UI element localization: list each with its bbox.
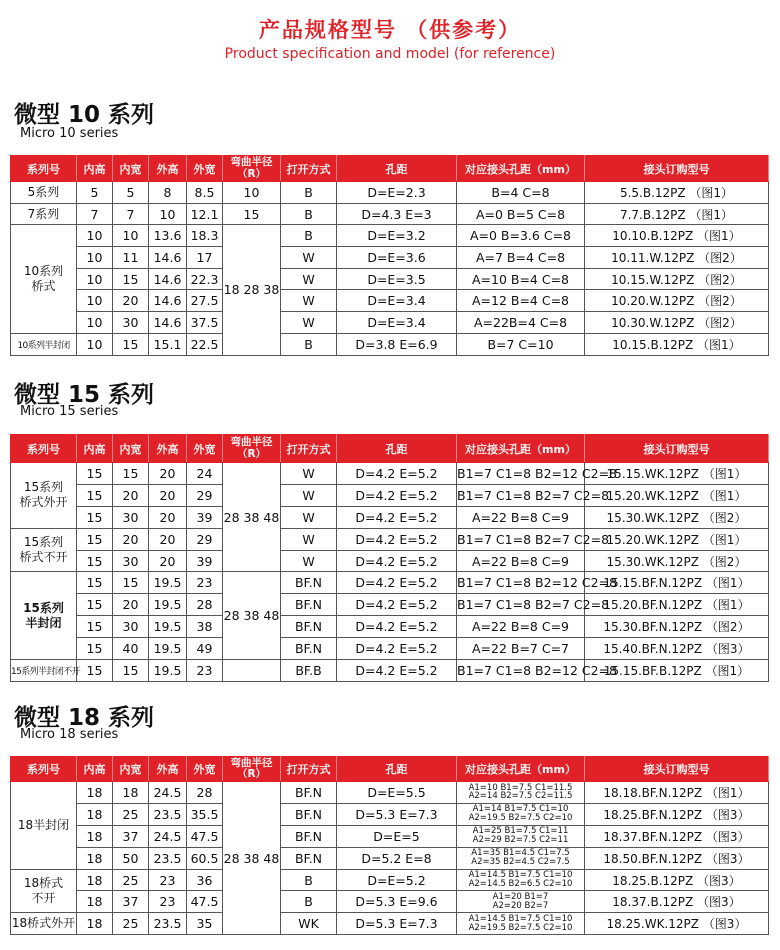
cell-nw: 25 [113,913,149,935]
cell-hole: D=4.2 E=5.2 [337,638,457,660]
cell-open: BF.B [281,660,337,682]
cell-wh: 23.5 [149,913,187,935]
cell-conn: B1=7 C1=8 B2=7 C2=8 [457,594,585,616]
cell-conn: B1=7 C1=8 B2=7 C2=8 [457,484,585,506]
cell-nh: 10 [77,225,113,247]
cell-open: B [281,333,337,355]
cell-model: 10.11.W.12PZ （图2） [585,247,769,269]
column-header: 孔距 [337,156,457,182]
cell-open: W [281,550,337,572]
cell-hole: D=5.3 E=7.3 [337,913,457,935]
column-header: 对应接头孔距（mm） [457,435,585,463]
column-header: 打开方式 [281,156,337,182]
cell-model: 15.20.WK.12PZ （图1） [585,484,769,506]
cell-nh: 18 [77,913,113,935]
cell-conn: A=22 B=8 C=9 [457,550,585,572]
cell-open: WK [281,913,337,935]
cell-conn: A=22 B=8 C=9 [457,506,585,528]
cell-ww: 49 [187,638,223,660]
column-header: 外宽 [187,757,223,782]
cell-hole: D=5.2 E=8 [337,847,457,869]
cell-hole: D=4.2 E=5.2 [337,484,457,506]
cell-nh: 10 [77,247,113,269]
cell-ww: 22.3 [187,268,223,290]
cell-radius: 28 38 48 [223,782,281,935]
column-header: 弯曲半径（R） [223,435,281,463]
column-header: 接头订购型号 [585,156,769,182]
cell-open: W [281,528,337,550]
table-row [11,247,769,269]
column-header: 外宽 [187,435,223,463]
cell-model: 10.30.W.12PZ （图2） [585,312,769,334]
cell-model: 15.20.BF.N.12PZ （图1） [585,594,769,616]
cell-group: 15系列 桥式不开 [11,528,77,572]
cell-conn: A=0 B=3.6 C=8 [457,225,585,247]
cell-radius [223,660,281,682]
table-row [11,825,769,847]
cell-nh: 18 [77,869,113,891]
cell-group: 15系列 半封闭 [11,572,77,660]
cell-wh: 23 [149,869,187,891]
cell-nh: 15 [77,572,113,594]
column-header: 对应接头孔距（mm） [457,156,585,182]
cell-hole: D=5.3 E=9.6 [337,891,457,913]
cell-model: 18.37.B.12PZ （图3） [585,891,769,913]
cell-nw: 37 [113,825,149,847]
cell-ww: 37.5 [187,312,223,334]
cell-nw: 30 [113,616,149,638]
column-header: 内高 [77,757,113,782]
cell-hole: D=4.2 E=5.2 [337,528,457,550]
cell-wh: 19.5 [149,638,187,660]
cell-open: W [281,312,337,334]
cell-hole: D=4.2 E=5.2 [337,616,457,638]
column-header: 打开方式 [281,757,337,782]
section-subtitle: Micro 10 series [20,126,119,141]
cell-model: 15.15.WK.12PZ （图1） [585,463,769,485]
cell-open: B [281,869,337,891]
cell-conn: A1=14 B1=7.5 C1=10 A2=19.5 B2=7.5 C2=10 [457,803,585,825]
cell-model: 15.30.BF.N.12PZ （图2） [585,616,769,638]
cell-conn: A=22 B=8 C=9 [457,616,585,638]
column-header: 接头订购型号 [585,757,769,782]
cell-open: B [281,182,337,204]
cell-ww: 35.5 [187,803,223,825]
section-subtitle: Micro 18 series [20,727,119,742]
cell-model: 7.7.B.12PZ （图1） [585,203,769,225]
cell-hole: D=4.2 E=5.2 [337,572,457,594]
column-header: 孔距 [337,435,457,463]
cell-group: 10系列半封闭 [11,333,77,355]
cell-wh: 10 [149,203,187,225]
cell-conn: A1=35 B1=4.5 C1=7.5 A2=35 B2=4.5 C2=7.5 [457,847,585,869]
table-header-row [11,156,769,182]
cell-nh: 15 [77,550,113,572]
cell-conn: A1=14.5 B1=7.5 C1=10 A2=19.5 B2=7.5 C2=10 [457,913,585,935]
cell-nh: 15 [77,463,113,485]
cell-wh: 15.1 [149,333,187,355]
section-title: 微型 15 系列 [14,382,155,408]
cell-ww: 29 [187,484,223,506]
cell-hole: D=E=3.4 [337,290,457,312]
cell-ww: 28 [187,782,223,804]
cell-group: 7系列 [11,203,77,225]
cell-hole: D=4.2 E=5.2 [337,660,457,682]
cell-group: 15系列 桥式外开 [11,463,77,529]
cell-ww: 29 [187,528,223,550]
table-row [11,290,769,312]
cell-hole: D=5.3 E=7.3 [337,803,457,825]
cell-nh: 15 [77,660,113,682]
cell-nh: 18 [77,782,113,804]
cell-ww: 27.5 [187,290,223,312]
cell-nw: 25 [113,803,149,825]
cell-ww: 12.1 [187,203,223,225]
cell-nw: 20 [113,290,149,312]
cell-hole: D=4.2 E=5.2 [337,594,457,616]
table-row [11,268,769,290]
table-row [11,528,769,550]
cell-radius: 18 28 38 [223,225,281,355]
cell-nh: 10 [77,268,113,290]
cell-nw: 15 [113,333,149,355]
cell-nh: 10 [77,290,113,312]
table-row [11,463,769,485]
cell-nw: 25 [113,869,149,891]
cell-nw: 20 [113,594,149,616]
cell-nw: 50 [113,847,149,869]
table-row [11,891,769,913]
cell-nw: 37 [113,891,149,913]
table-row [11,312,769,334]
cell-conn: A1=20 B1=7 A2=20 B2=7 [457,891,585,913]
cell-nh: 15 [77,594,113,616]
cell-model: 5.5.B.12PZ （图1） [585,182,769,204]
cell-hole: D=4.2 E=5.2 [337,550,457,572]
section-title: 微型 18 系列 [14,705,155,731]
cell-hole: D=E=3.4 [337,312,457,334]
cell-conn: A=0 B=5 C=8 [457,203,585,225]
cell-nw: 5 [113,182,149,204]
cell-wh: 23.5 [149,847,187,869]
cell-hole: D=4.3 E=3 [337,203,457,225]
cell-conn: B=4 C=8 [457,182,585,204]
cell-nw: 18 [113,782,149,804]
cell-model: 10.20.W.12PZ （图2） [585,290,769,312]
cell-conn: B1=7 C1=8 B2=12 C2=8 [457,572,585,594]
cell-conn: B1=7 C1=8 B2=7 C2=8 [457,528,585,550]
cell-conn: A1=14.5 B1=7.5 C1=10 A2=14.5 B2=6.5 C2=10 [457,869,585,891]
cell-conn: A=12 B=4 C=8 [457,290,585,312]
cell-ww: 36 [187,869,223,891]
cell-open: W [281,506,337,528]
cell-wh: 14.6 [149,290,187,312]
cell-wh: 24.5 [149,825,187,847]
cell-nw: 30 [113,506,149,528]
cell-hole: D=E=5.2 [337,869,457,891]
cell-nw: 40 [113,638,149,660]
table-row [11,913,769,935]
cell-wh: 19.5 [149,660,187,682]
column-header: 系列号 [11,757,77,782]
cell-ww: 47.5 [187,825,223,847]
spec-table-micro-15 [10,434,769,682]
cell-nh: 15 [77,638,113,660]
table-row [11,782,769,804]
table-row [11,803,769,825]
cell-open: BF.N [281,616,337,638]
cell-conn: A=22 B=7 C=7 [457,638,585,660]
table-row [11,847,769,869]
cell-wh: 13.6 [149,225,187,247]
cell-hole: D=E=2.3 [337,182,457,204]
cell-conn: A=7 B=4 C=8 [457,247,585,269]
cell-group: 5系列 [11,182,77,204]
cell-nh: 15 [77,484,113,506]
cell-model: 10.15.W.12PZ （图2） [585,268,769,290]
cell-model: 18.37.BF.N.12PZ （图3） [585,825,769,847]
cell-wh: 20 [149,550,187,572]
cell-hole: D=E=3.6 [337,247,457,269]
page-title-cn: 产品规格型号 （供参考） [258,18,522,42]
cell-nw: 15 [113,572,149,594]
cell-open: B [281,203,337,225]
cell-model: 15.30.WK.12PZ （图2） [585,550,769,572]
cell-wh: 23 [149,891,187,913]
cell-nh: 10 [77,333,113,355]
cell-ww: 28 [187,594,223,616]
cell-conn: A1=25 B1=7.5 C1=11 A2=29 B2=7.5 C2=11 [457,825,585,847]
table-row [11,550,769,572]
spec-table-micro-18 [10,756,769,935]
cell-model: 15.40.BF.N.12PZ （图3） [585,638,769,660]
cell-ww: 39 [187,506,223,528]
table-row [11,506,769,528]
cell-nw: 15 [113,660,149,682]
cell-ww: 8.5 [187,182,223,204]
cell-wh: 20 [149,506,187,528]
cell-group: 18桥式外开 [11,913,77,935]
cell-wh: 14.6 [149,268,187,290]
cell-wh: 19.5 [149,572,187,594]
cell-wh: 8 [149,182,187,204]
table-row [11,203,769,225]
table-row [11,333,769,355]
table-header-row [11,435,769,463]
spec-table-micro-10 [10,155,769,356]
column-header: 外高 [149,435,187,463]
cell-open: W [281,484,337,506]
cell-nw: 10 [113,225,149,247]
cell-conn: A1=10 B1=7.5 C1=11.5 A2=14 B2=7.5 C2=11.5 [457,782,585,804]
cell-radius: 15 [223,203,281,225]
cell-ww: 23 [187,572,223,594]
table-row [11,572,769,594]
cell-nw: 30 [113,312,149,334]
cell-group: 10系列 桥式 [11,225,77,333]
cell-model: 10.15.B.12PZ （图1） [585,333,769,355]
cell-conn: A=22B=4 C=8 [457,312,585,334]
column-header: 接头订购型号 [585,435,769,463]
cell-nh: 10 [77,312,113,334]
cell-hole: D=E=5.5 [337,782,457,804]
cell-radius: 28 38 48 [223,572,281,660]
cell-wh: 20 [149,463,187,485]
cell-model: 15.30.WK.12PZ （图2） [585,506,769,528]
cell-wh: 24.5 [149,782,187,804]
cell-open: BF.N [281,638,337,660]
column-header: 系列号 [11,156,77,182]
cell-ww: 23 [187,660,223,682]
cell-hole: D=E=3.5 [337,268,457,290]
cell-open: W [281,268,337,290]
cell-hole: D=4.2 E=5.2 [337,506,457,528]
cell-ww: 35 [187,913,223,935]
cell-hole: D=E=5 [337,825,457,847]
table-row [11,638,769,660]
cell-nh: 5 [77,182,113,204]
cell-conn: A=10 B=4 C=8 [457,268,585,290]
cell-ww: 47.5 [187,891,223,913]
table-row [11,869,769,891]
cell-radius: 28 38 48 [223,463,281,572]
column-header: 外宽 [187,156,223,182]
cell-wh: 20 [149,528,187,550]
column-header: 打开方式 [281,435,337,463]
table-row [11,594,769,616]
cell-ww: 38 [187,616,223,638]
cell-nw: 15 [113,268,149,290]
cell-model: 15.15.BF.N.12PZ （图1） [585,572,769,594]
cell-nw: 30 [113,550,149,572]
cell-nh: 18 [77,847,113,869]
cell-ww: 22.5 [187,333,223,355]
table-row [11,616,769,638]
cell-hole: D=3.8 E=6.9 [337,333,457,355]
section-subtitle: Micro 15 series [20,404,119,419]
cell-wh: 20 [149,484,187,506]
cell-conn: B1=7 C1=8 B2=12 C2=8 [457,660,585,682]
cell-open: BF.N [281,847,337,869]
page-title-en: Product specification and model (for reference) [224,46,556,62]
column-header: 孔距 [337,757,457,782]
cell-open: BF.N [281,572,337,594]
table-row [11,660,769,682]
cell-ww: 24 [187,463,223,485]
cell-conn: B=7 C=10 [457,333,585,355]
cell-nw: 15 [113,463,149,485]
cell-conn: B1=7 C1=8 B2=12 C2=8 [457,463,585,485]
cell-model: 18.25.BF.N.12PZ （图3） [585,803,769,825]
cell-open: BF.N [281,782,337,804]
cell-model: 18.25.WK.12PZ （图3） [585,913,769,935]
cell-nh: 18 [77,825,113,847]
cell-open: BF.N [281,594,337,616]
column-header: 内宽 [113,156,149,182]
cell-group: 15系列半封闭不开 [11,660,77,682]
column-header: 弯曲半径（R） [223,156,281,182]
cell-nh: 15 [77,506,113,528]
column-header: 内高 [77,156,113,182]
column-header: 内高 [77,435,113,463]
cell-wh: 19.5 [149,616,187,638]
cell-radius: 10 [223,182,281,204]
cell-open: W [281,463,337,485]
column-header: 内宽 [113,757,149,782]
cell-hole: D=4.2 E=5.2 [337,463,457,485]
cell-wh: 14.6 [149,247,187,269]
cell-ww: 18.3 [187,225,223,247]
column-header: 外高 [149,156,187,182]
table-row [11,182,769,204]
cell-model: 15.20.WK.12PZ （图1） [585,528,769,550]
cell-nh: 15 [77,528,113,550]
cell-nw: 11 [113,247,149,269]
cell-model: 18.25.B.12PZ （图3） [585,869,769,891]
table-row [11,225,769,247]
cell-nw: 20 [113,528,149,550]
column-header: 对应接头孔距（mm） [457,757,585,782]
cell-model: 18.18.BF.N.12PZ （图1） [585,782,769,804]
cell-ww: 60.5 [187,847,223,869]
cell-model: 10.10.B.12PZ （图1） [585,225,769,247]
cell-open: BF.N [281,803,337,825]
cell-model: 15.15.BF.B.12PZ （图1） [585,660,769,682]
cell-open: BF.N [281,825,337,847]
cell-ww: 39 [187,550,223,572]
cell-group: 18半封闭 [11,782,77,870]
cell-open: W [281,247,337,269]
cell-nh: 15 [77,616,113,638]
cell-open: B [281,225,337,247]
cell-open: W [281,290,337,312]
column-header: 系列号 [11,435,77,463]
cell-group: 18桥式 不开 [11,869,77,913]
column-header: 弯曲半径（R） [223,757,281,782]
cell-hole: D=E=3.2 [337,225,457,247]
cell-nh: 18 [77,803,113,825]
cell-wh: 23.5 [149,803,187,825]
cell-wh: 14.6 [149,312,187,334]
cell-nw: 20 [113,484,149,506]
cell-wh: 19.5 [149,594,187,616]
cell-open: B [281,891,337,913]
cell-model: 18.50.BF.N.12PZ （图3） [585,847,769,869]
cell-nh: 18 [77,891,113,913]
table-header-row [11,757,769,782]
column-header: 外高 [149,757,187,782]
cell-nw: 7 [113,203,149,225]
cell-ww: 17 [187,247,223,269]
column-header: 内宽 [113,435,149,463]
cell-nh: 7 [77,203,113,225]
section-title: 微型 10 系列 [14,102,155,128]
table-row [11,484,769,506]
